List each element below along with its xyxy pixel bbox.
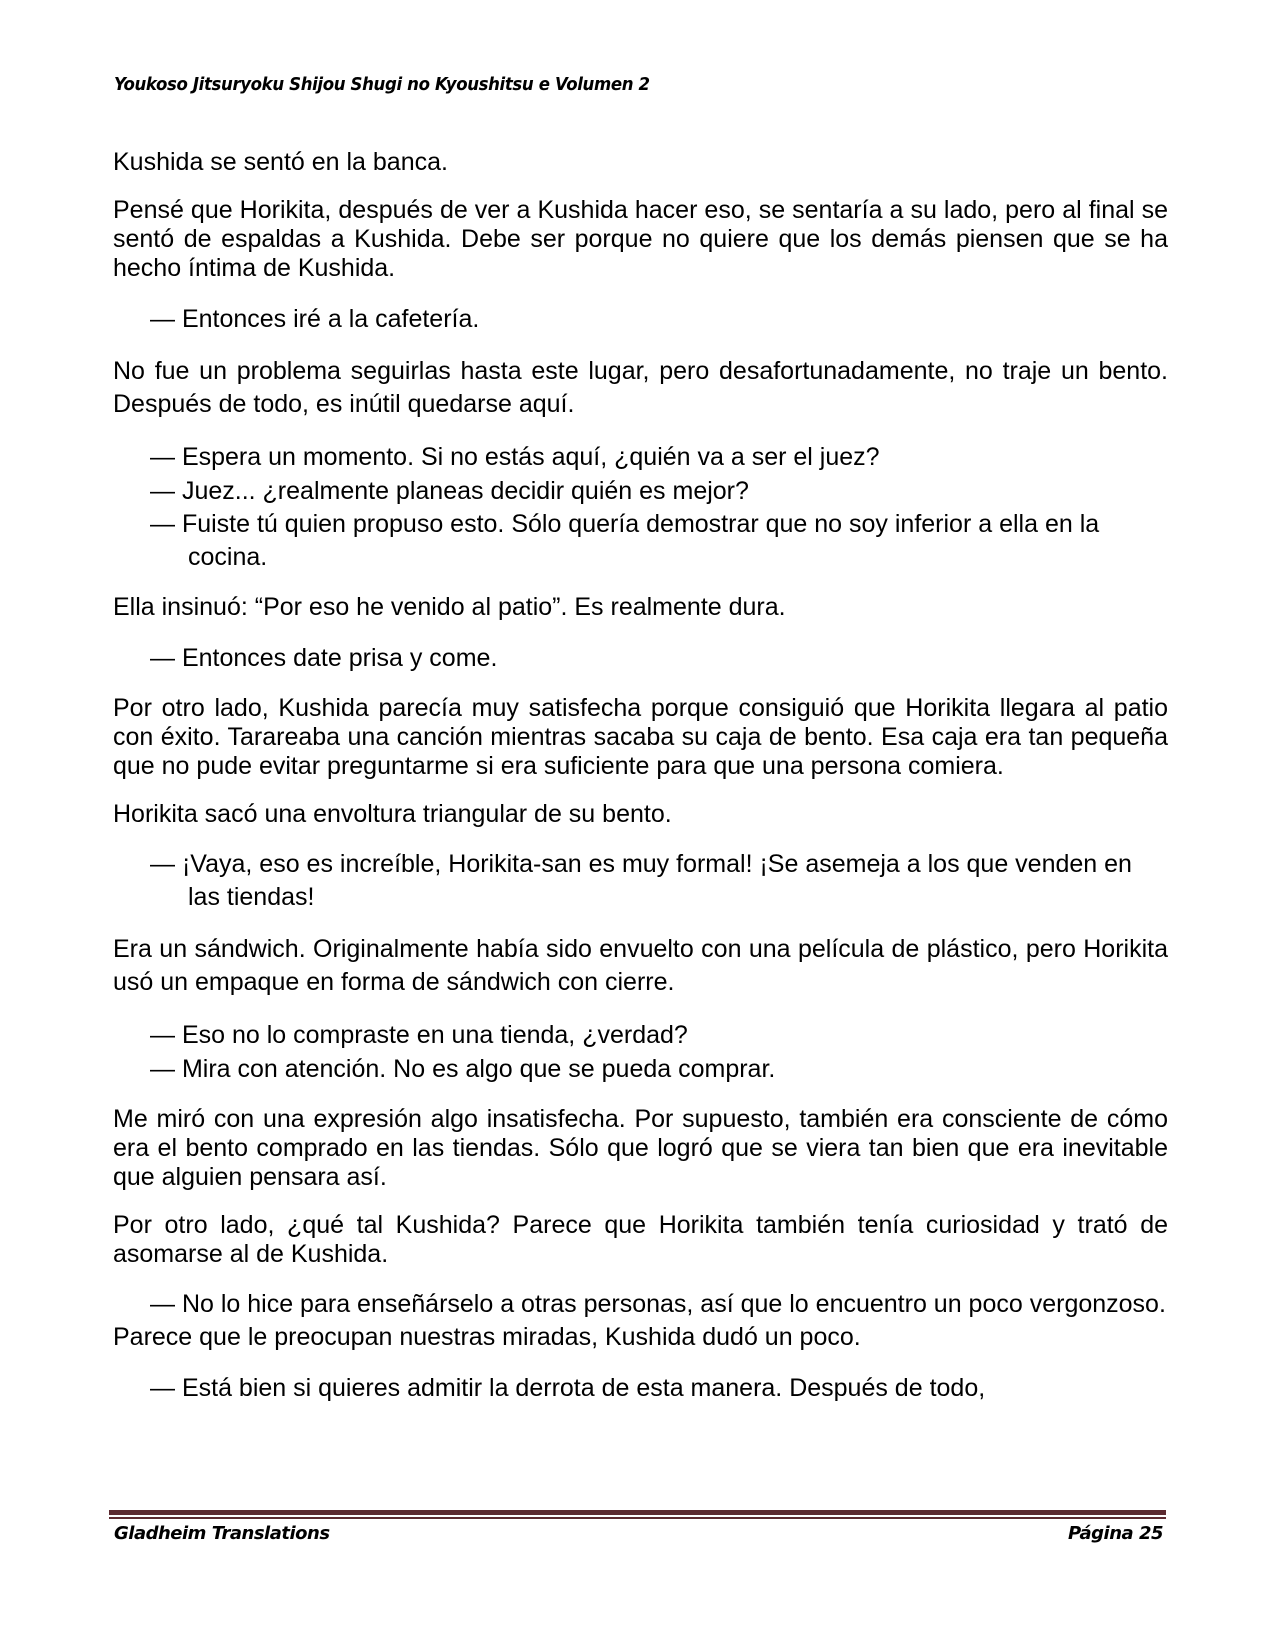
dialogue-line: — Entonces iré a la cafetería. — [150, 305, 480, 333]
dialogue-line: — Eso no lo compraste en una tienda, ¿verdad? — [150, 1021, 688, 1049]
paragraph: Por otro lado, ¿qué tal Kushida? Parece que Horikita también tenía curiosidad y trató de asomarse al de Kushida. — [113, 1211, 1168, 1268]
dialogue-line: — ¡Vaya, eso es increíble, Horikita-san es muy formal! ¡Se asemeja a los que venden en las tiendas! — [150, 850, 1132, 911]
dialogue-line: — Juez... ¿realmente planeas decidir quién es mejor? — [150, 477, 749, 505]
running-header-title: Youkoso Jitsuryoku Shijou Shugi no Kyoushitsu e Volumen 2 — [114, 74, 650, 95]
dialogue-line: — Entonces date prisa y come. — [150, 644, 498, 672]
footer-divider — [109, 1510, 1166, 1519]
footer-translator-credit: Gladheim Translations — [114, 1523, 330, 1544]
dialogue-block — [113, 1371, 1168, 1405]
dialogue-block — [113, 1288, 1168, 1321]
footer-divider-thin — [109, 1517, 1166, 1519]
dialogue-block — [113, 1018, 1168, 1086]
dialogue-line: — No lo hice para enseñárselo a otras personas, así que lo encuentro un poco vergonzoso. — [150, 1290, 1166, 1318]
dialogue-block — [113, 440, 1168, 574]
dialogue-line: — Está bien si quieres admitir la derrota de esta manera. Después de todo, — [150, 1374, 986, 1402]
dialogue-line: — Mira con atención. No es algo que se pueda comprar. — [150, 1055, 776, 1083]
paragraph: Por otro lado, Kushida parecía muy satisfecha porque consiguió que Horikita llegara al patio con éxito. Tarareaba una canción mientras sacaba su caja de bento. Esa caja era tan pequeña que no pude evitar preguntarme si era suficiente para que una persona comiera. — [113, 694, 1168, 780]
dialogue-line: — Espera un momento. Si no estás aquí, ¿quién va a ser el juez? — [150, 443, 880, 471]
paragraph: Me miró con una expresión algo insatisfecha. Por supuesto, también era consciente de cómo era el bento comprado en las tiendas. Sólo que logró que se viera tan bien que era inevitable que alguien pensara así. — [113, 1105, 1168, 1191]
paragraph: Era un sándwich. Originalmente había sido envuelto con una película de plástico, pero Horikita usó un empaque en forma de sándwich con cierre. — [113, 935, 1168, 996]
paragraph: No fue un problema seguirlas hasta este lugar, pero desafortunadamente, no traje un bento. Después de todo, es inútil quedarse aquí. — [113, 357, 1168, 418]
paragraph: Parece que le preocupan nuestras miradas, Kushida dudó un poco. — [113, 1323, 861, 1351]
paragraph: Ella insinuó: “Por eso he venido al patio”. Es realmente dura. — [113, 593, 786, 621]
dialogue-block — [113, 641, 1168, 675]
footer-page-number: Página 25 — [1067, 1523, 1163, 1544]
paragraph: Horikita sacó una envoltura triangular de su bento. — [113, 800, 672, 828]
paragraph: Pensé que Horikita, después de ver a Kushida hacer eso, se sentaría a su lado, pero al final se sentó de espaldas a Kushida. Debe ser porque no quiere que los demás piensen que se ha hecho íntima de Kushida. — [113, 196, 1168, 282]
dialogue-line: — Fuiste tú quien propuso esto. Sólo quería demostrar que no soy inferior a ella en la cocina. — [150, 510, 1100, 571]
page-body — [113, 148, 1168, 1424]
dialogue-block — [113, 848, 1168, 914]
paragraph: Kushida se sentó en la banca. — [113, 148, 448, 176]
dialogue-block — [113, 302, 1168, 336]
